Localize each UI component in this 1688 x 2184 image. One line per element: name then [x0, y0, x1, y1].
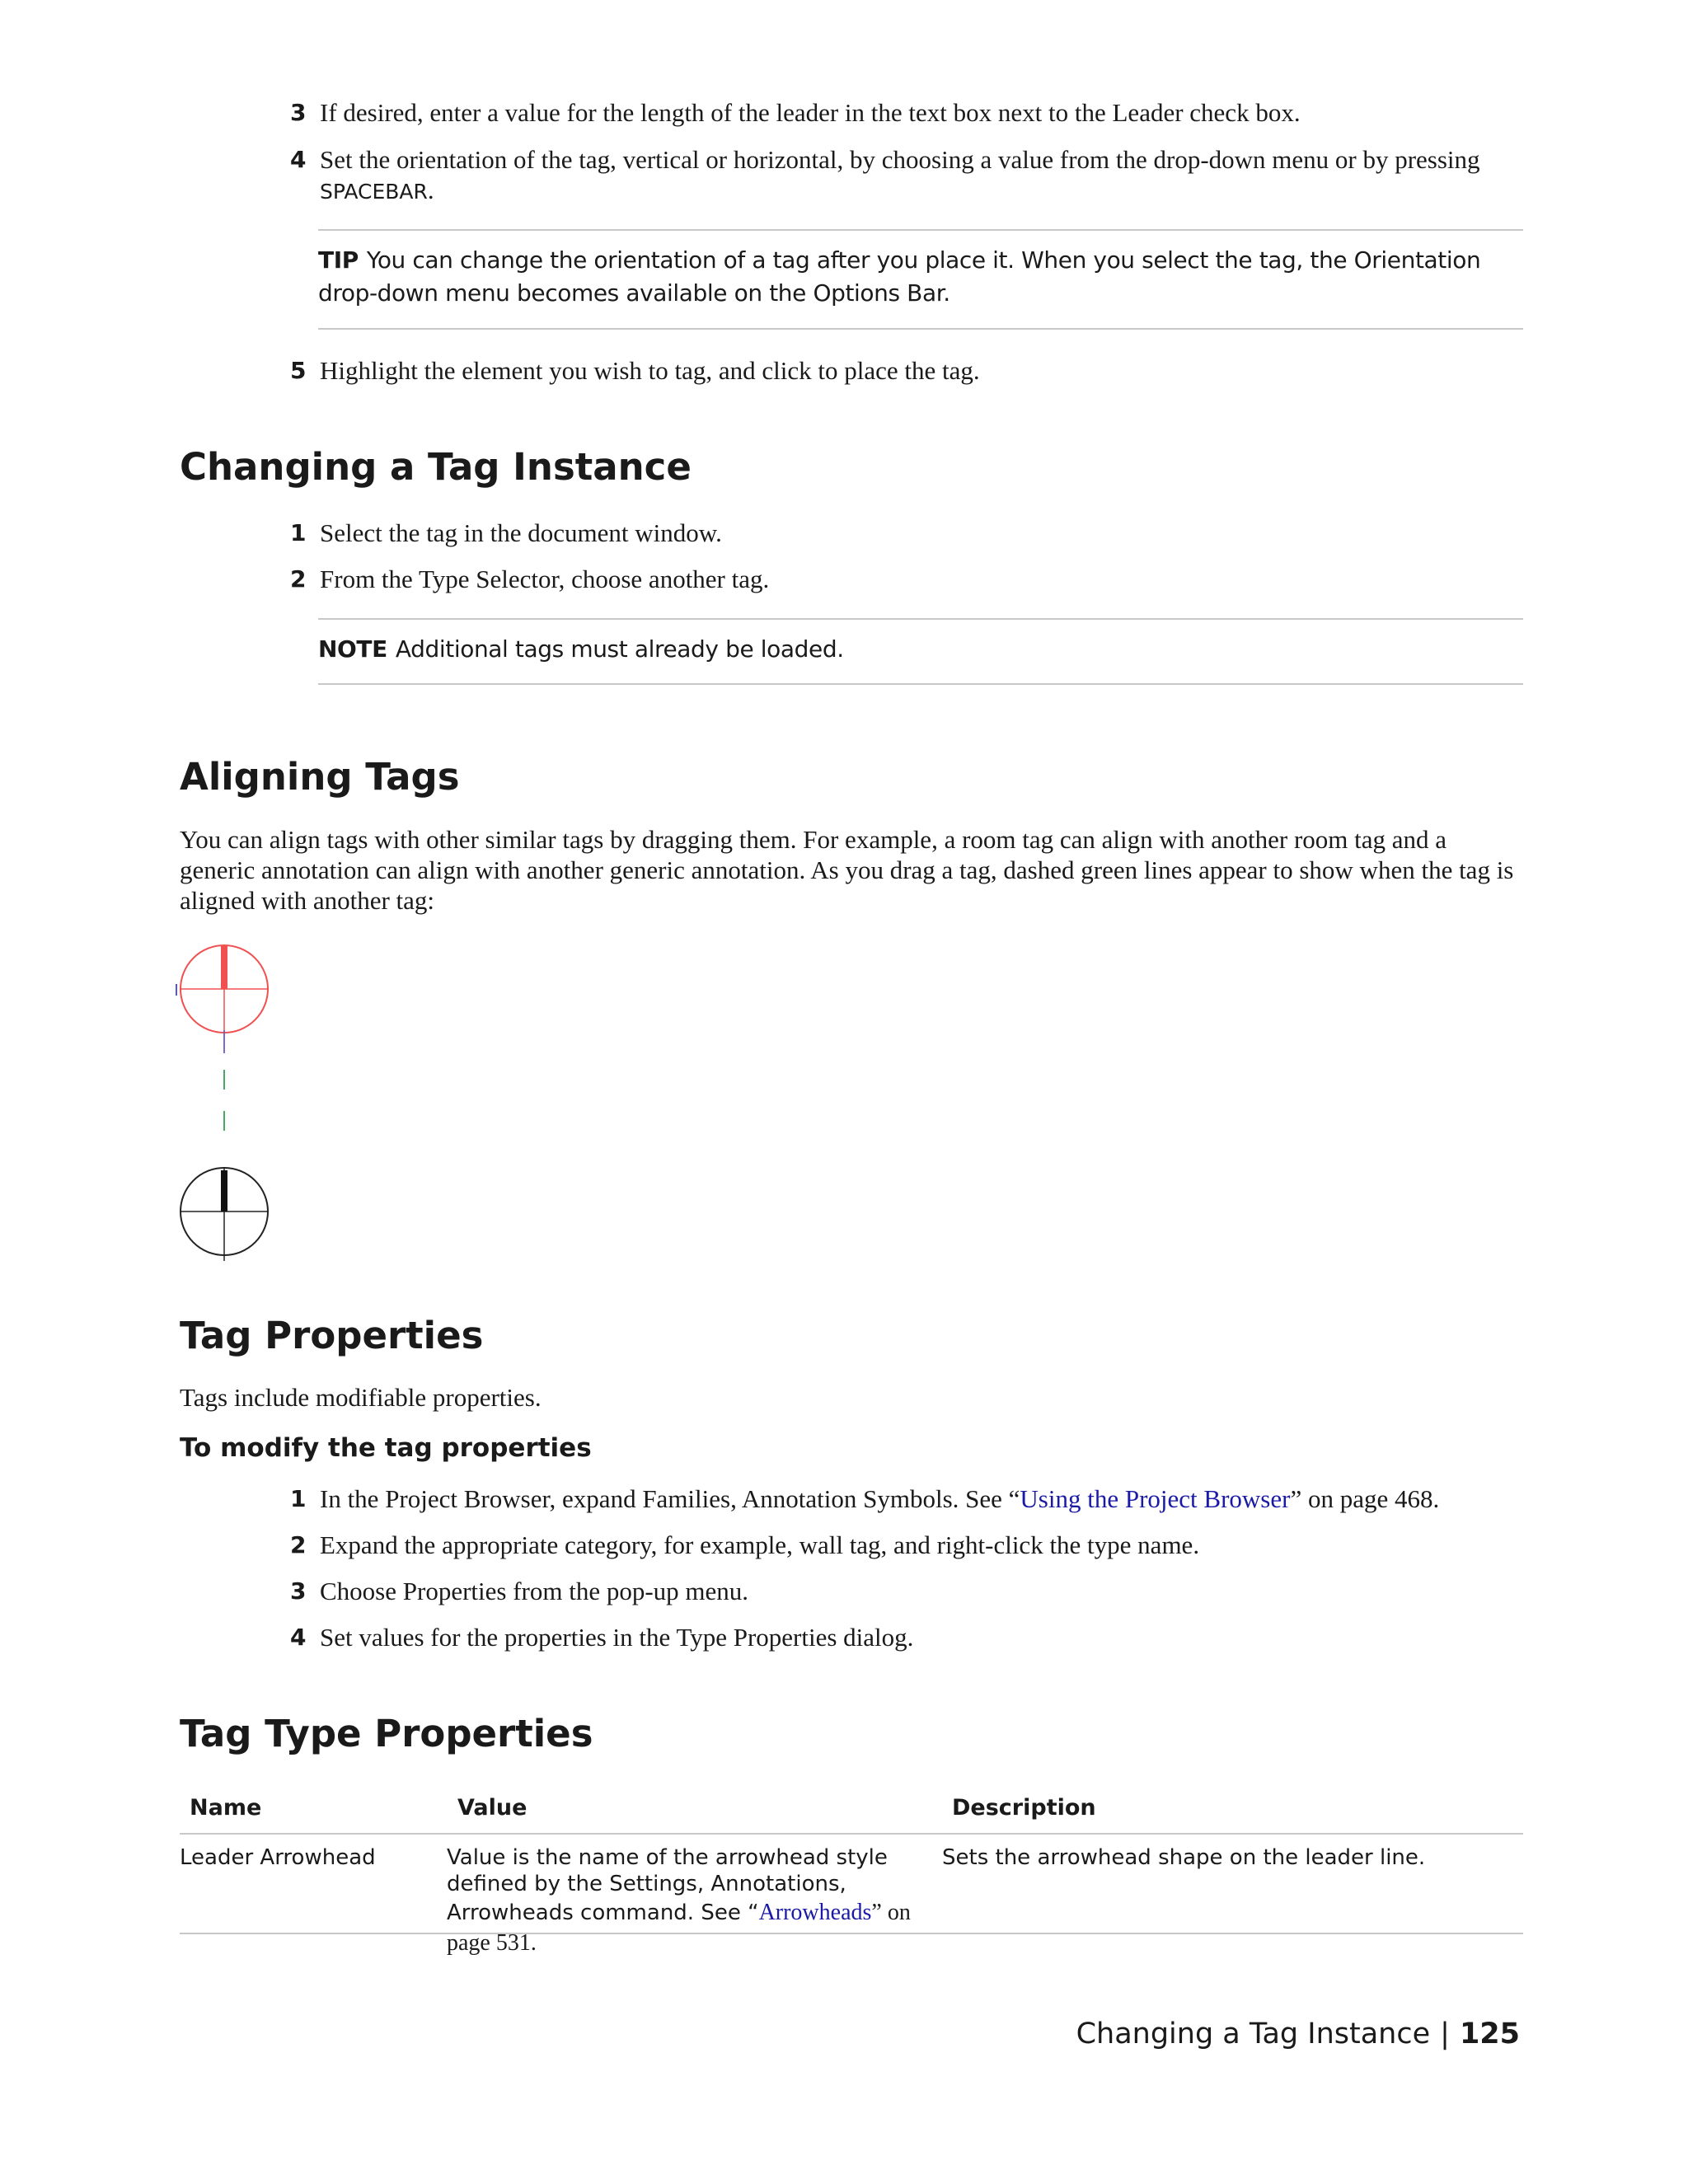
note-label: NOTE [318, 635, 387, 663]
note-box [318, 633, 1523, 666]
table-cell-name: Leader Arrowhead [180, 1845, 376, 1870]
footer-section-title: Changing a Tag Instance [1076, 2018, 1431, 2050]
step-text-post: ” on page 468. [1290, 1484, 1440, 1513]
link-arrowheads[interactable]: Arrowheads [758, 1900, 872, 1925]
section-heading-aligning: Aligning Tags [180, 755, 460, 799]
page-footer [1076, 2016, 1520, 2052]
tag-alignment-illustration [175, 938, 280, 1268]
table-cell-value [447, 1844, 930, 1958]
step-text: If desired, enter a value for the length of the leader in the text box next to the Leader check box. [320, 98, 1301, 127]
step-number: 2 [290, 565, 307, 593]
step-text: Highlight the element you wish to tag, and click to place the tag. [320, 356, 980, 385]
step-number: 1 [290, 519, 307, 546]
section-heading-tag-properties: Tag Properties [180, 1314, 484, 1357]
step-number: 2 [290, 1531, 307, 1558]
step-text [320, 144, 1526, 207]
step-number: 4 [290, 1624, 307, 1651]
tag-properties-paragraph: Tags include modifiable properties. [180, 1383, 542, 1412]
step-number: 1 [290, 1485, 307, 1512]
step-number: 4 [290, 146, 307, 173]
tip-top-rule [318, 229, 1523, 231]
procedure-heading: To modify the tag properties [180, 1433, 592, 1463]
column-header-description: Description [952, 1795, 1096, 1821]
table-header-rule [180, 1833, 1523, 1835]
column-header-name: Name [190, 1795, 262, 1821]
step-text: Set values for the properties in the Type Properties dialog. [320, 1623, 914, 1652]
step-number: 3 [290, 1577, 307, 1605]
tip-box [318, 244, 1523, 310]
note-text: Additional tags must already be loaded. [395, 635, 844, 663]
section-heading-changing: Changing a Tag Instance [180, 445, 692, 489]
key-name: SPACEBAR [320, 180, 428, 204]
page-number: 125 [1459, 2018, 1520, 2050]
tip-bottom-rule [318, 328, 1523, 330]
step-text: Select the tag in the document window. [320, 518, 722, 547]
link-using-project-browser[interactable]: Using the Project Browser [1020, 1484, 1291, 1513]
step-text: From the Type Selector, choose another tag. [320, 565, 770, 593]
step-number: 3 [290, 99, 307, 126]
step-number: 5 [290, 357, 307, 384]
table-bottom-rule [180, 1933, 1523, 1934]
step-text-pre: In the Project Browser, expand Families, Annotation Symbols. See “ [320, 1484, 1020, 1513]
tip-label: TIP [318, 246, 359, 274]
section-heading-tag-type-properties: Tag Type Properties [180, 1712, 593, 1755]
value-text-pre: Value is the name of the arrowhead style defined by the Settings, Annotations, Arrowheads command. See “ [447, 1845, 888, 1925]
step-text: Expand the appropriate category, for example, wall tag, and right-click the type name. [320, 1530, 1200, 1559]
step-text: Choose Properties from the pop-up menu. [320, 1577, 749, 1605]
note-bottom-rule [318, 683, 1523, 685]
selected-tag-symbol [176, 944, 269, 1053]
column-header-value: Value [457, 1795, 528, 1821]
aligning-paragraph: You can align tags with other similar tags by dragging them. For example, a room tag can align with another room tag and a generic annotation can align with another generic annotation. As you drag a tag, dashed green lines appear to show when the tag is aligned with another tag: [180, 825, 1514, 915]
table-cell-description: Sets the arrowhead shape on the leader line. [942, 1845, 1426, 1870]
step-text-tail: . [427, 176, 434, 204]
footer-separator: | [1440, 2018, 1450, 2050]
aligned-tag-symbol [180, 1168, 269, 1261]
note-top-rule [318, 618, 1523, 620]
tip-text: You can change the orientation of a tag after you place it. When you select the tag, the Orientation drop-down menu becomes available on the Options Bar. [318, 246, 1481, 307]
step-text [320, 1483, 1526, 1514]
value-text-post: ” on page 531. [447, 1900, 911, 1956]
step-text-main: Set the orientation of the tag, vertical or horizontal, by choosing a value from the drop-down menu or by pressing [320, 145, 1480, 174]
